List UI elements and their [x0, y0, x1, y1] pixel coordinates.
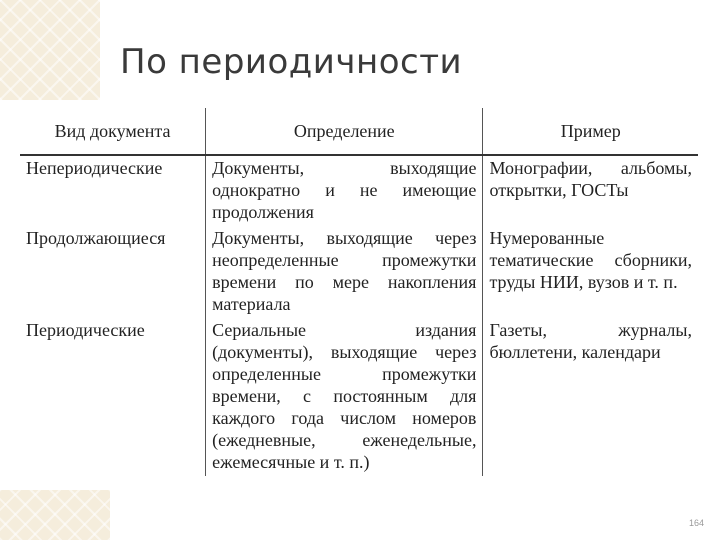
cell-type: Периодические [26, 320, 145, 340]
cell-example: Монографии, альбомы, открытки, ГОСТы [483, 155, 698, 226]
header-example: Пример [483, 108, 698, 155]
page-number: 164 [688, 518, 704, 528]
cell-example: Нумерованные тематические сборники, труды НИИ, вузов и т. п. [483, 226, 698, 318]
cell-definition: Сериальные издания (документы), выходящие через определенные промежутки времени, с постоянным для каждого года числом номеров (ежедневные, еженедельные, ежемесячные и т. п.) [206, 318, 483, 476]
header-type: Вид документа [20, 108, 206, 155]
cell-definition: Документы, выходящие через неопределенные промежутки времени по мере накопления материала [206, 226, 483, 318]
cell-type: Непериодические [26, 158, 163, 178]
slide-title: По периодичности [120, 42, 463, 82]
table-row [20, 226, 698, 318]
cell-definition: Документы, выходящие однократно и не имеющие продолжения [206, 155, 483, 226]
document-types-table [20, 108, 698, 476]
header-definition: Определение [206, 108, 483, 155]
cell-example: Газеты, журналы, бюллетени, календари [483, 318, 698, 476]
table-row [20, 318, 698, 476]
document-types-table-container [20, 108, 698, 484]
table-row [20, 155, 698, 226]
background-pattern-top-left [0, 0, 100, 100]
table-header-row [20, 108, 698, 155]
cell-type: Продолжающиеся [26, 228, 166, 248]
background-pattern-bottom-left [0, 490, 110, 540]
